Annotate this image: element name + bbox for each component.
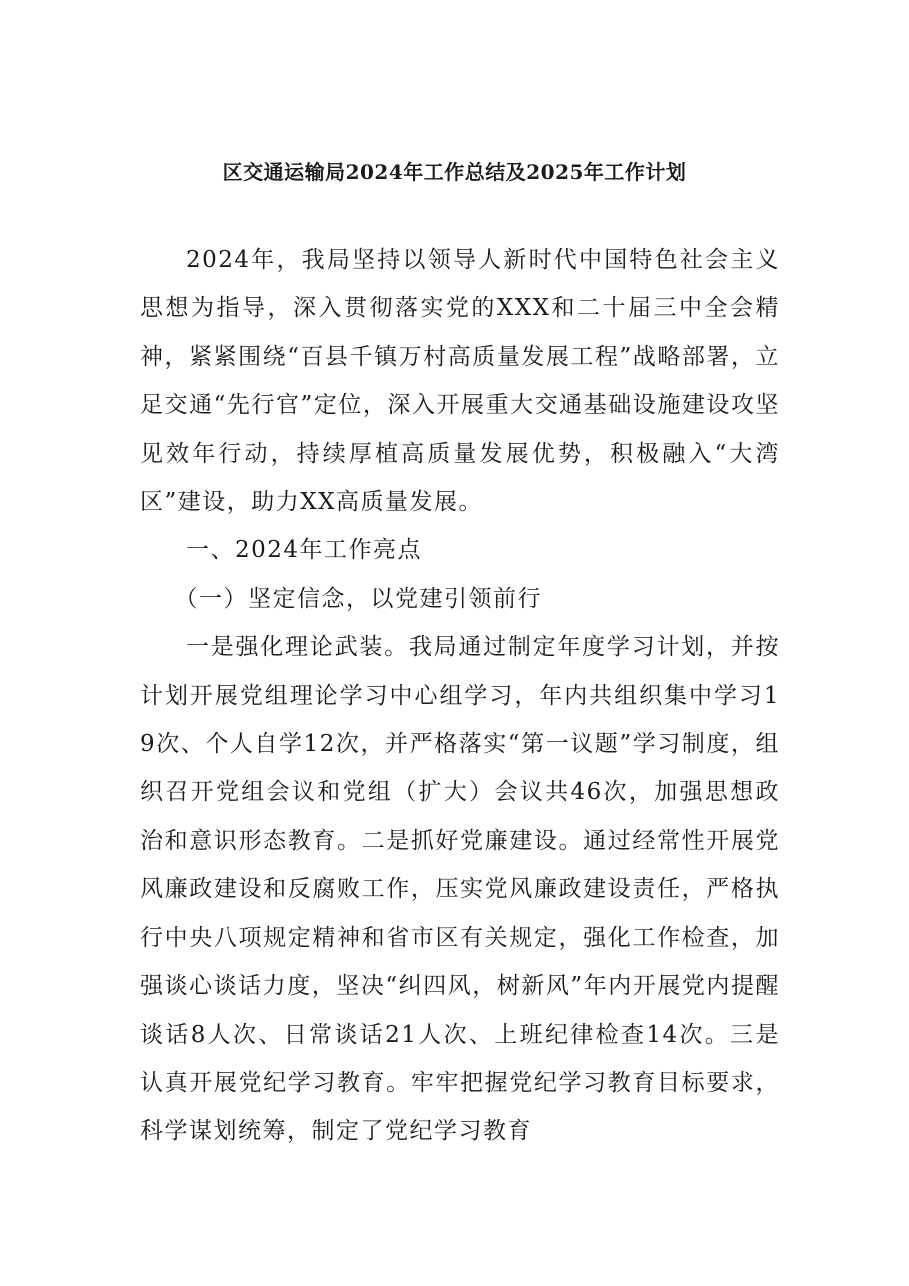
- document-body: [140, 236, 780, 1156]
- body-paragraph: 一是强化理论武装。我局通过制定年度学习计划，并按计划开展党组理论学习中心组学习，年内共组织集中学习19次、个人自学12次，并严格落实“第一议题”学习制度，组织召开党组会议和党组（扩大）会议共46次，加强思想政治和意识形态教育。二是抓好党廉建设。通过经常性开展党风廉政建设和反腐败工作，压实党风廉政建设责任，严格执行中央八项规定精神和省市区有关规定，强化工作检查，加强谈心谈话力度，坚决“纠四风，树新风”年内开展党内提醒谈话8人次、日常谈话21人次、上班纪律检查14次。三是认真开展党纪学习教育。牢牢把握党纪学习教育目标要求，科学谋划统筹，制定了党纪学习教育: [140, 634, 780, 1145]
- document-title: 区交通运输局2024年工作总结及2025年工作计划: [222, 160, 687, 184]
- section-heading: 一、2024年工作亮点: [186, 537, 423, 564]
- intro-paragraph: 2024年，我局坚持以领导人新时代中国特色社会主义思想为指导，深入贯彻落实党的XXX和二十届三中全会精神，紧紧围绕“百县千镇万村高质量发展工程”战略部署，立足交通“先行官”定位，深入开展重大交通基础设施建设攻坚见效年行动，持续厚植高质量发展优势，积极融入“大湾区”建设，助力XX高质量发展。: [140, 247, 780, 516]
- subsection-heading: （一）坚定信念，以党建引领前行: [174, 585, 542, 612]
